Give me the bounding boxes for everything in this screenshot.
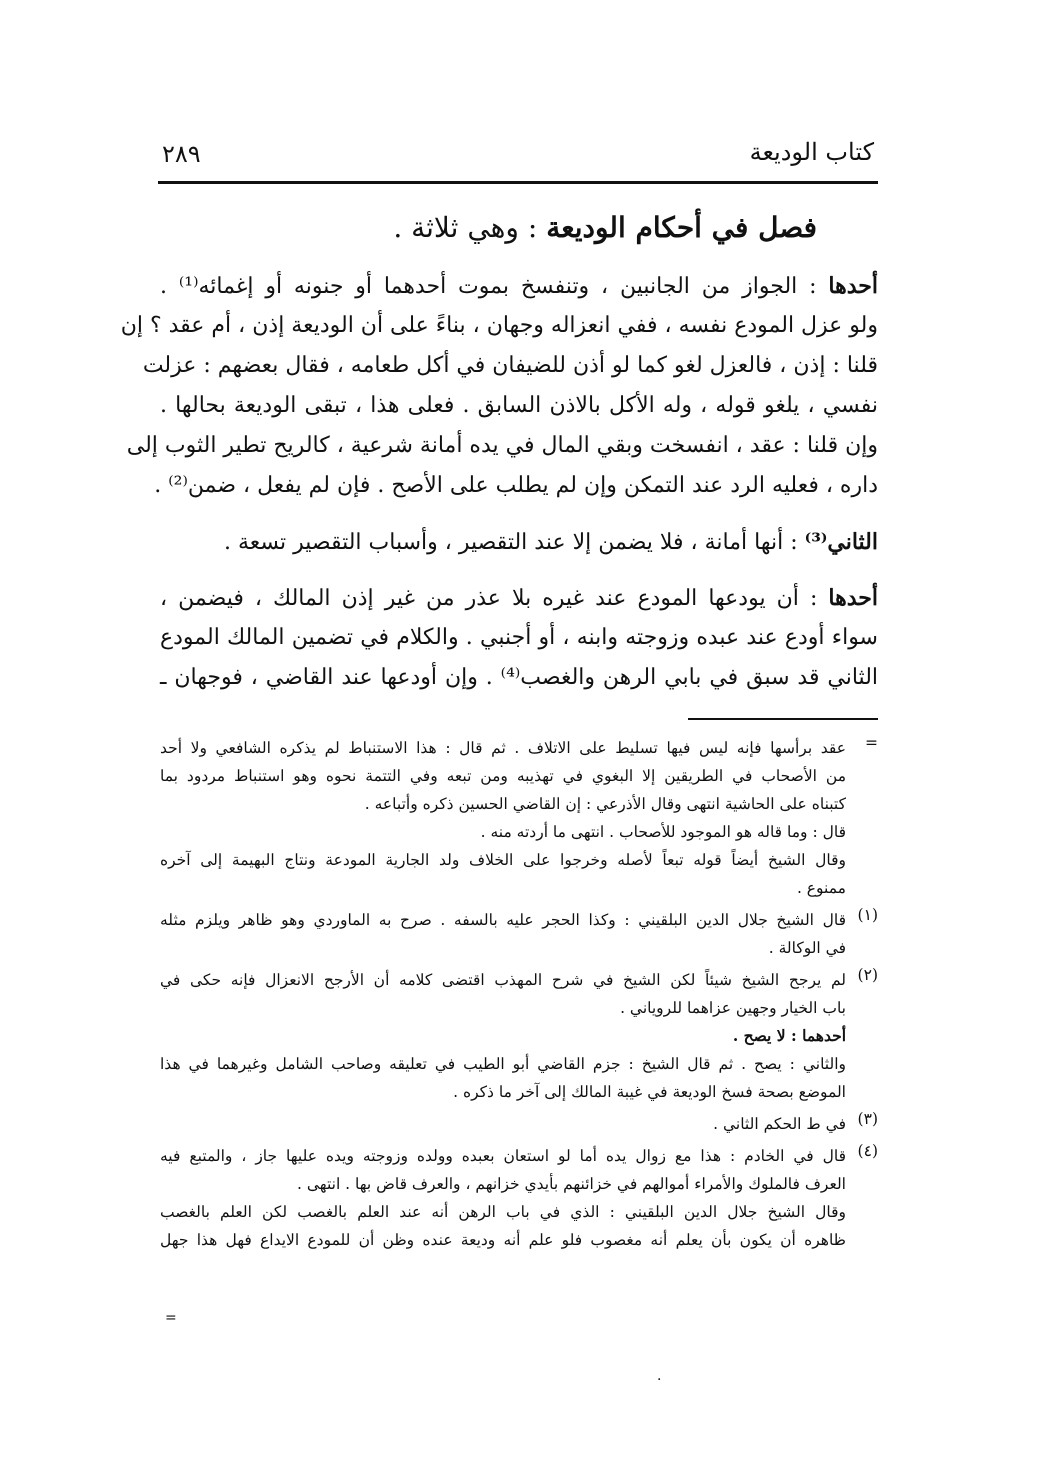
para-lead: أحدها (828, 585, 878, 611)
para-lead: أحدها (828, 273, 878, 299)
footnote-3: (٣) في ط الحكم الثاني . (160, 1110, 878, 1138)
footnote-number: (٤) (857, 1142, 878, 1160)
section-subtitle: : وهي ثلاثة . (393, 211, 547, 244)
footnote-continuation: = عقد برأسها فإنه ليس فيها تسليط على الاتلاف . ثم قال : هذا الاستنباط لم يذكره الشافعي ولا أحد من الأصحاب في الطريقين إلا البغوي في تهذيبه ومن تبعه وفي التتمة نحوه وهو استنباط مردود بما كتبناه على الحاشية انتهى وقال الأذرعي : إن القاضي الحسين ذكره وأتباعه . قال : وما قاله هو الموجود للأصحاب . انتهى ما أردته منه . وقال الشيخ أيضاً قوله تبعاً لأصله وخرجوا على الخلاف ولد الجارية المودعة ونتاج البهيمة إلى آخره ممنوع . (160, 734, 878, 902)
continuation-marker: = (165, 1310, 177, 1326)
page-number: ٢٨٩ (162, 140, 201, 168)
para-lead: الثاني⁽³⁾ (804, 529, 878, 555)
text-line: وإن قلنا : عقد ، انفسخت وبقي المال في يده أمانة شرعية ، كالريح تطير الثوب إلى (126, 433, 878, 458)
footnote-marker: = (865, 734, 878, 752)
text-line: الثاني⁽³⁾ : أنها أمانة ، فلا يضمن إلا عند التقصير ، وأسباب التقصير تسعة . (223, 529, 878, 555)
footnote-number: (٣) (857, 1110, 878, 1128)
text-line: أحدها : الجواز من الجانبين ، وتنفسخ بموت أحدهما أو جنونه أو إغمائه⁽¹⁾ . (160, 273, 878, 299)
text-line: أحدها : أن يودعها المودع عند غيره بلا عذر من غير إذن المالك ، فيضمن ، (160, 585, 878, 611)
footnote-separator (688, 718, 878, 720)
header-title: كتاب الوديعة (749, 138, 874, 166)
footnote-4: (٤) قال في الخادم : هذا مع زوال يده أما لو استعان بعبده وولده وزوجته ويده عليها جاز ، والمتبع فيه العرف فالملوك والأمراء أموالهم في خزائنهم بأيدي خزانهم ، والعرف قاض بها . انتهى . وقال الشيخ جلال الدين البلقيني : الذي في باب الرهن أنه عند العلم بالغصب لكن العلم بالغصب ظاهره أن يكون بأن يعلم أنه مغصوب فلو علم أنه وديعة عنده وظن أن للمودع الايداع فهل هذا جهل (160, 1142, 878, 1254)
footnote-number: (١) (857, 906, 878, 924)
main-text (120, 266, 879, 698)
page-dot: · (657, 1372, 662, 1388)
text-line: نفسي ، يلغو قوله ، وله الأكل بالاذن السابق . فعلى هذا ، تبقى الوديعة بحالها . (160, 393, 878, 418)
header-rule (158, 181, 878, 184)
section-title: فصل في أحكام الوديعة (546, 211, 817, 244)
footnote-2: (٢) لم يرجح الشيخ شيئاً لكن الشيخ في شرح المهذب اقتضى كلامه أن الأرجح الانعزال فإنه حكى في باب الخيار وجهين عزاهما للروياني . أحدهما : لا يصح . والثاني : يصح . ثم قال الشيخ : جزم القاضي أبو الطيب في تعليقه وصاحب الشامل وغيرهما في هذا الموضع بصحة فسخ الوديعة في غيبة المالك إلى آخر ما ذكره . (160, 966, 878, 1106)
text-line: قلنا : إذن ، فالعزل لغو كما لو أذن للضيفان في أكل طعامه ، فقال بعضهم : عزلت (142, 353, 878, 378)
footnotes (160, 734, 878, 1254)
text-line: داره ، فعليه الرد عند التمكن وإن لم يطلب على الأصح . فإن لم يفعل ، ضمن⁽²⁾ . (154, 473, 878, 498)
text-line: سواء أودع عند عبده وزوجته وابنه ، أو أجنبي . والكلام في تضمين المالك المودع (160, 625, 878, 650)
section-heading (393, 211, 817, 244)
footnote-number: (٢) (857, 966, 878, 984)
running-header (158, 134, 878, 178)
text-line: ولو عزل المودع نفسه ، ففي انعزاله وجهان ، بناءً على أن الوديعة إذن ، أم عقد ؟ إن (120, 313, 878, 338)
text-line: الثاني قد سبق في بابي الرهن والغصب⁽⁴⁾ . وإن أودعها عند القاضي ، فوجهان ـ (160, 665, 879, 690)
footnote-1: (١) قال الشيخ جلال الدين البلقيني : وكذا الحجر عليه بالسفه . صرح به الماوردي وهو ظاهر ويلزم مثله في الوكالة . (160, 906, 878, 962)
